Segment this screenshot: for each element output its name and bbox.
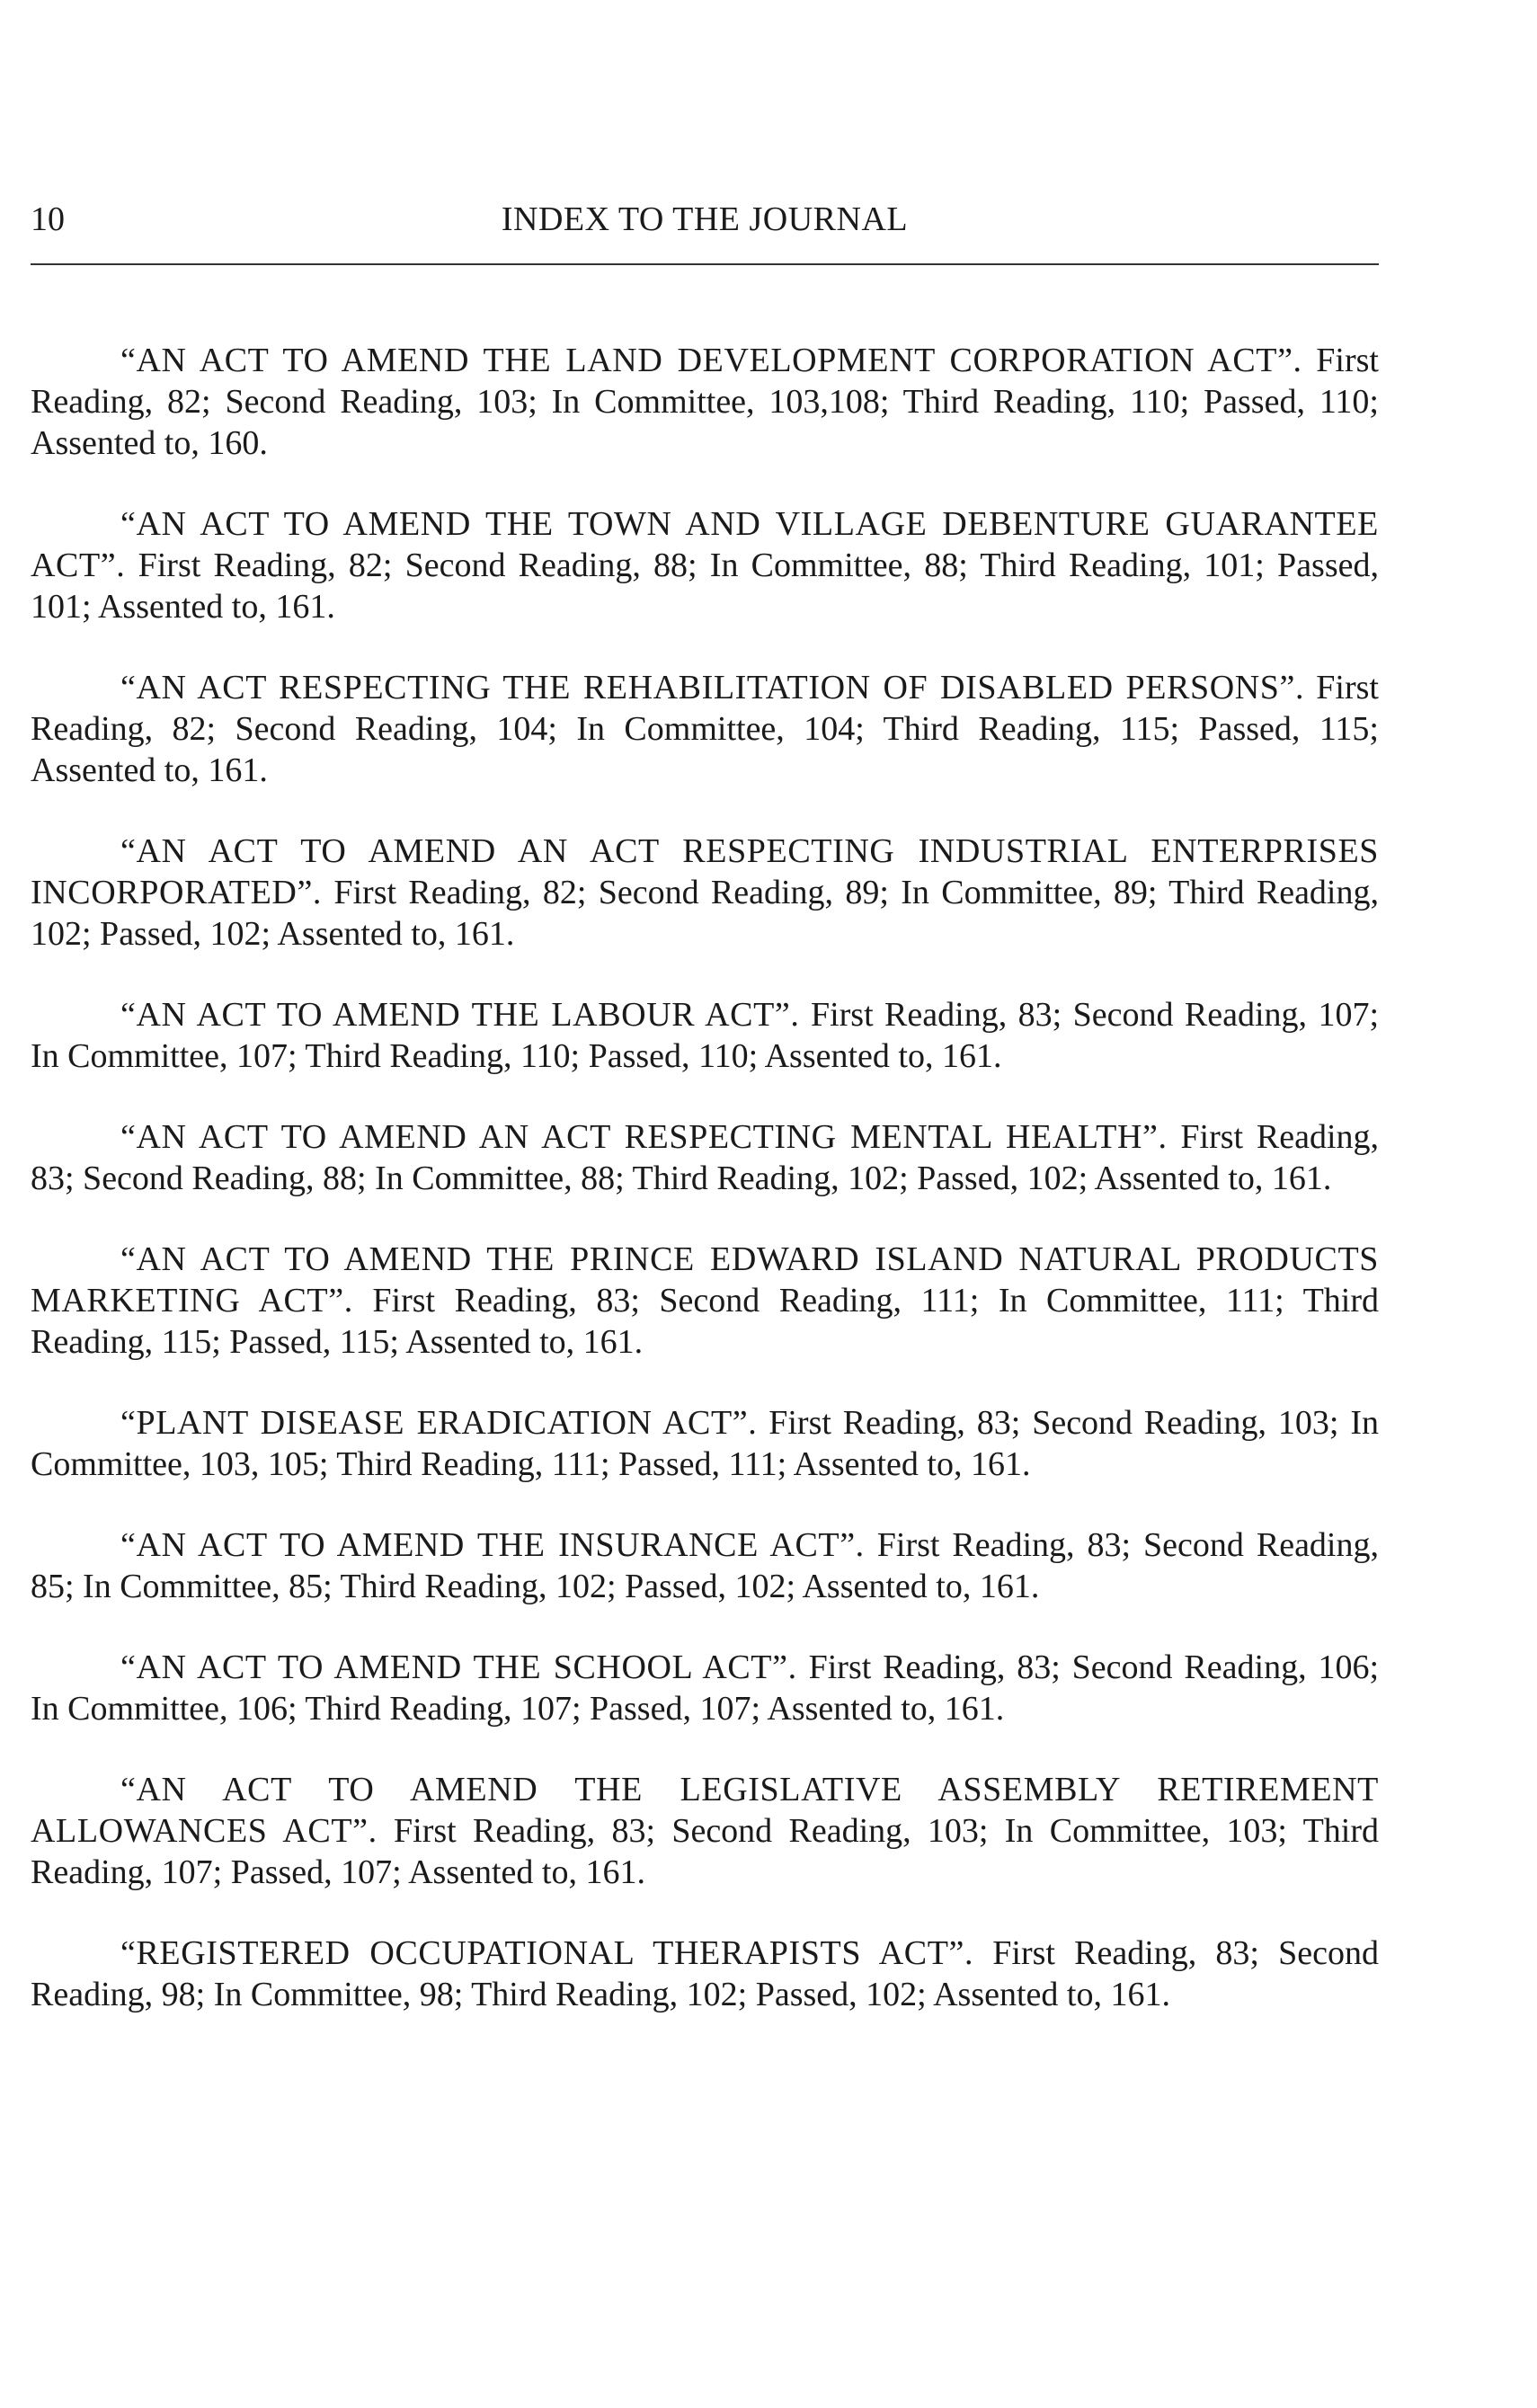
reading-details: First Reading, 83; Second Reading, 85; In Committee, 85; Third Reading, 102; Passed, 102; Assented to, 161.	[31, 1526, 1379, 1605]
index-entry	[31, 503, 1379, 627]
act-title: “AN ACT TO AMEND THE PRINCE EDWARD ISLAND NATURAL PRODUCTS MARKETING ACT”.	[31, 1240, 1379, 1320]
index-entry	[31, 1933, 1379, 2015]
act-title: “AN ACT TO AMEND THE LEGISLATIVE ASSEMBLY RETIREMENT ALLOWANCES ACT”.	[31, 1771, 1379, 1850]
reading-details: First Reading, 83; Second Reading, 103; In Committee, 103, 105; Third Reading, 111; Passed, 111; Assented to, 161.	[31, 1404, 1380, 1483]
reading-details: First Reading, 83; Second Reading, 103; In Committee, 103; Third Reading, 107; Passed, 107; Assented to, 161.	[31, 1812, 1380, 1891]
reading-details: First Reading, 83; Second Reading, 106; In Committee, 106; Third Reading, 107; Passed, 107; Assented to, 161.	[31, 1648, 1380, 1728]
index-entry	[31, 1524, 1379, 1607]
index-entry	[31, 1769, 1379, 1893]
act-title: “AN ACT TO AMEND THE TOWN AND VILLAGE DEBENTURE GUARANTEE ACT”.	[31, 505, 1379, 584]
act-title: “AN ACT TO AMEND THE LAND DEVELOPMENT CORPORATION ACT”.	[120, 342, 1302, 379]
reading-details: First Reading, 82; Second Reading, 104; In Committee, 104; Third Reading, 115; Passed, 115; Assented to, 161.	[31, 669, 1379, 789]
reading-details: First Reading, 82; Second Reading, 89; In Committee, 89; Third Reading, 102; Passed, 102; Assented to, 161.	[31, 874, 1379, 953]
index-entry	[31, 340, 1379, 464]
reading-details: First Reading, 82; Second Reading, 103; In Committee, 103,108; Third Reading, 110; Passed, 110; Assented to, 160.	[31, 342, 1379, 462]
reading-details: First Reading, 82; Second Reading, 88; In Committee, 88; Third Reading, 101; Passed, 101; Assented to, 161.	[31, 546, 1379, 626]
page-header	[31, 200, 1379, 250]
index-entry	[31, 1116, 1379, 1199]
act-title: “AN ACT RESPECTING THE REHABILITATION OF DISABLED PERSONS”.	[120, 669, 1305, 706]
index-entry	[31, 667, 1379, 791]
reading-details: First Reading, 83; Second Reading, 107; In Committee, 107; Third Reading, 110; Passed, 110; Assented to, 161.	[31, 996, 1379, 1075]
act-title: “AN ACT TO AMEND THE INSURANCE ACT”.	[120, 1526, 865, 1564]
act-title: “AN ACT TO AMEND THE LABOUR ACT”.	[120, 996, 800, 1034]
header-rule	[31, 263, 1379, 265]
index-entry	[31, 1239, 1379, 1363]
reading-details: First Reading, 83; Second Reading, 98; In Committee, 98; Third Reading, 102; Passed, 102; Assented to, 161.	[31, 1934, 1379, 2013]
running-head: INDEX TO THE JOURNAL	[501, 200, 909, 238]
act-title: “AN ACT TO AMEND AN ACT RESPECTING INDUSTRIAL ENTERPRISES INCORPORATED”.	[31, 832, 1379, 911]
index-entry	[31, 1647, 1379, 1729]
act-title: “REGISTERED OCCUPATIONAL THERAPISTS ACT”.	[120, 1934, 974, 1972]
index-entry	[31, 1402, 1379, 1485]
reading-details: First Reading, 83; Second Reading, 111; In Committee, 111; Third Reading, 115; Passed, 115; Assented to, 161.	[31, 1282, 1379, 1361]
act-title: “AN ACT TO AMEND THE SCHOOL ACT”.	[120, 1648, 797, 1686]
reading-details: First Reading, 83; Second Reading, 88; In Committee, 88; Third Reading, 102; Passed, 102; Assented to, 161.	[31, 1118, 1380, 1197]
index-entries	[31, 340, 1379, 2055]
journal-index-page	[31, 0, 1379, 2408]
index-entry	[31, 831, 1379, 955]
act-title: “PLANT DISEASE ERADICATION ACT”.	[120, 1404, 758, 1442]
act-title: “AN ACT TO AMEND AN ACT RESPECTING MENTAL HEALTH”.	[120, 1118, 1168, 1156]
page-number: 10	[31, 200, 65, 238]
index-entry	[31, 994, 1379, 1077]
